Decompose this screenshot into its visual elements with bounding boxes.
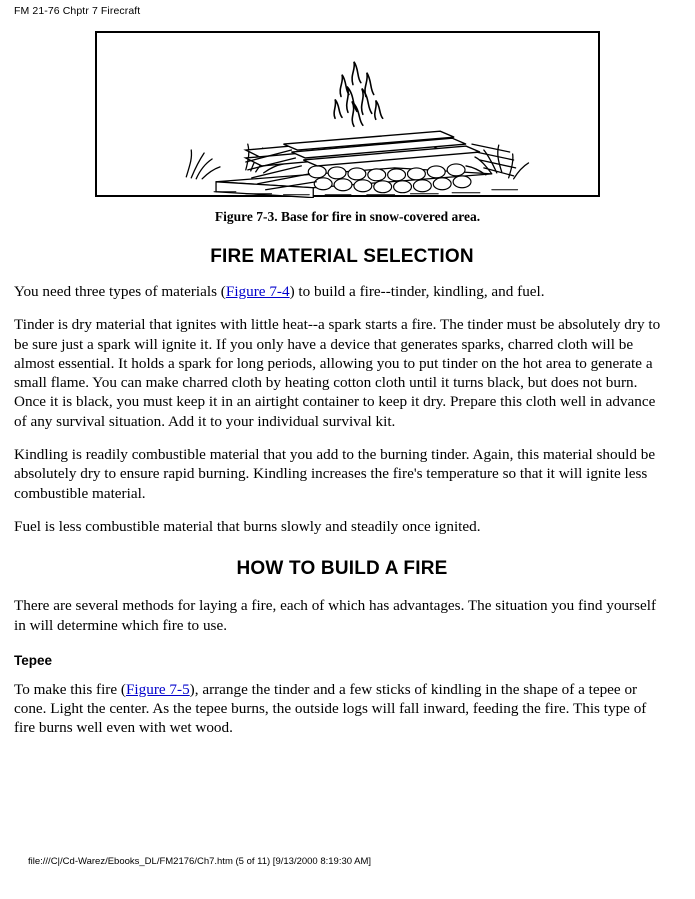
paragraph-tinder: Tinder is dry material that ignites with little heat--a spark starts a fire. The tinder must be absolutely dry to be sure just a spark will ignite it. If you only have a device that generates sparks, charred cloth will be almost essential. It holds a spark for long periods, allowing you to put tinder on the hot area to generate a small flame. You can make charred cloth by heating cotton cloth until it turns black, but does not burn. Once it is black, you must keep it in an airtight container to keep it dry. Prepare this cloth well in advance of any survival situation. Add it to your individual survival kit.: [14, 316, 661, 430]
section-heading-fire-material-selection: FIRE MATERIAL SELECTION: [210, 246, 474, 267]
section-heading-how-to-build-a-fire: HOW TO BUILD A FIRE: [236, 558, 448, 580]
page-footer-path: file:///C|/Cd-Warez/Ebooks_DL/FM2176/Ch7.htm (5 of 11) [9/13/2000 8:19:30 AM]: [28, 856, 372, 867]
tepee-text-after-link: ), arrange the tinder and a few sticks of kindling in the shape of a tepee or cone. Light the center. As the tepee burns, the outside logs will fall inward, feeding the fire. This type of fire burns well even with wet wood.: [14, 680, 647, 737]
paragraph-text-before-link: You need three types of materials (: [14, 283, 226, 300]
figure-7-3-frame: [95, 31, 600, 197]
paragraph-fuel: Fuel is less combustible material that burns slowly and steadily once ignited.: [14, 517, 481, 535]
base-for-fire-in-snow-illustration: [97, 33, 598, 198]
document-body: [14, 246, 670, 752]
figure-7-5-link[interactable]: Figure 7-5: [125, 680, 190, 698]
page-header-title: FM 21-76 Chptr 7 Firecraft: [14, 5, 141, 17]
subheading-tepee: Tepee: [14, 652, 53, 668]
figure-caption: Figure 7-3. Base for fire in snow-covered area.: [214, 209, 481, 224]
figure-7-4-link[interactable]: Figure 7-4: [225, 283, 290, 300]
paragraph-kindling: Kindling is readily combustible material that you add to the burning tinder. Again, this material should be absolutely dry to ensure rapid burning. Kindling increases the fire's temperature so that it will ignite less combustible material.: [14, 446, 656, 502]
paragraph-tepee: [14, 680, 670, 738]
paragraph-text-after-link: ) to build a fire--tinder, kindling, and fuel.: [289, 283, 545, 300]
tepee-text-before-link: To make this fire (: [14, 680, 126, 698]
paragraph-materials-intro: [14, 282, 670, 301]
paragraph-fire-methods: There are several methods for laying a fire, each of which has advantages. The situation you find yourself in will determine which fire to use.: [14, 597, 657, 634]
